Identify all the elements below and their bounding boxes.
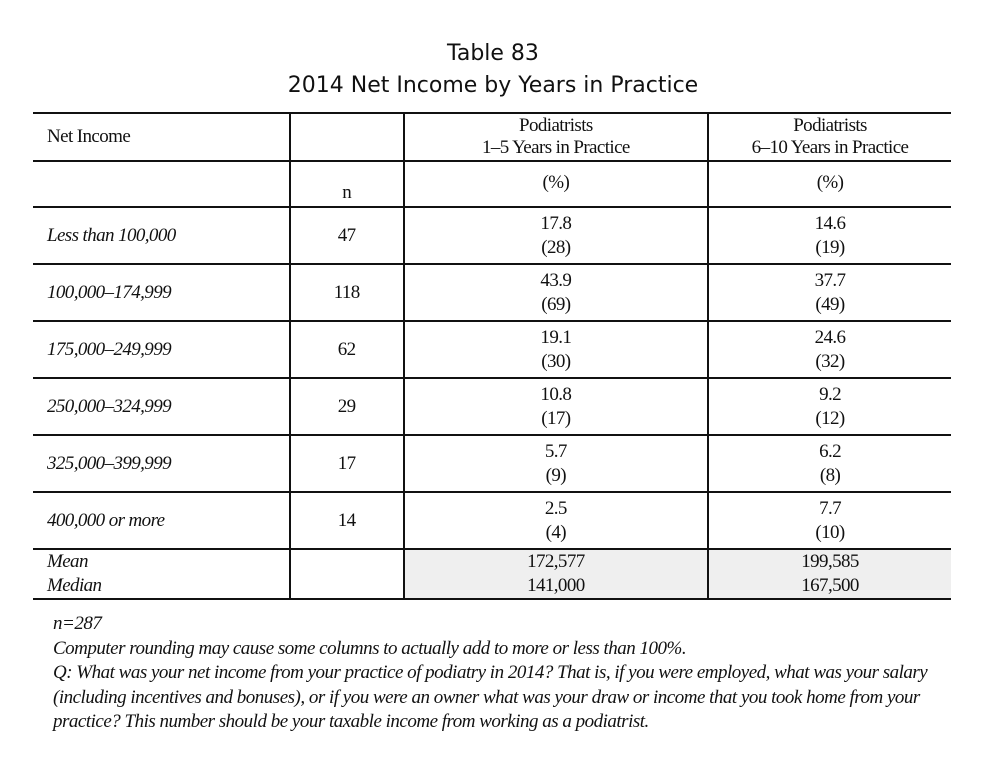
sample-size-note: n=287 [53,613,102,634]
group1-count: (28) [541,236,571,258]
group2-median: 167,500 [801,575,859,596]
net-income-table [33,112,951,600]
group1-cell [404,435,708,492]
income-range-label: 325,000–399,999 [33,435,290,492]
group2-cell [708,435,951,492]
income-range-label: 250,000–324,999 [33,378,290,435]
table-footnotes [53,612,953,735]
summary-labels [33,549,290,599]
mean-label: Mean [47,551,88,572]
subheader-n: n [290,161,404,207]
table-row [33,321,951,378]
group1-mean: 172,577 [527,551,585,572]
group1-median: 141,000 [527,575,585,596]
subheader-row [33,161,951,207]
group2-count: (12) [815,407,845,429]
group2-mean: 199,585 [801,551,859,572]
row-n: 29 [290,378,404,435]
row-n: 47 [290,207,404,264]
row-n: 62 [290,321,404,378]
header-net-income: Net Income [33,113,290,161]
table-number: Table 83 [447,41,539,66]
group2-count: (19) [815,236,845,258]
summary-n-blank [290,549,404,599]
summary-row [33,549,951,599]
income-range-label: 175,000–249,999 [33,321,290,378]
group1-count: (17) [541,407,571,429]
header-n-blank [290,113,404,161]
subheader-pct-group1: (%) [404,161,708,207]
group1-count: (9) [545,464,567,486]
header-group2-line1: Podiatrists [793,115,867,136]
table-title: 2014 Net Income by Years in Practice [287,73,699,98]
group2-cell [708,492,951,549]
table-row [33,378,951,435]
group2-pct: 24.6 [814,326,846,348]
table-row [33,207,951,264]
median-label: Median [47,575,102,596]
header-group1-line2: 1–5 Years in Practice [481,137,630,158]
group1-pct: 19.1 [540,326,572,348]
group1-cell [404,264,708,321]
header-group-1-5-years [404,113,708,161]
group2-pct: 14.6 [814,212,846,234]
group1-pct: 17.8 [540,212,572,234]
group2-pct: 7.7 [819,497,842,519]
header-row [33,113,951,161]
group1-pct: 10.8 [540,383,572,405]
group1-pct: 2.5 [544,497,567,519]
rounding-note: Computer rounding may cause some columns to actually add to more or less than 100%. [53,637,687,659]
group2-count: (10) [815,521,845,543]
table-row [33,492,951,549]
group2-cell [708,321,951,378]
header-group-6-10-years [708,113,951,161]
group2-cell [708,378,951,435]
group1-cell [404,321,708,378]
header-group2-line2: 6–10 Years in Practice [751,137,909,158]
group2-summary [708,549,951,599]
group2-pct: 9.2 [819,383,842,405]
income-range-label: 100,000–174,999 [33,264,290,321]
group2-count: (49) [815,293,845,315]
group1-cell [404,378,708,435]
group1-pct: 43.9 [540,269,572,291]
group2-count: (32) [815,350,845,372]
row-n: 17 [290,435,404,492]
header-group1-line1: Podiatrists [519,115,593,136]
group2-cell [708,264,951,321]
row-n: 14 [290,492,404,549]
group1-cell [404,207,708,264]
subheader-blank [33,161,290,207]
group1-count: (69) [541,293,571,315]
income-range-label: Less than 100,000 [33,207,290,264]
group1-count: (30) [541,350,571,372]
row-n: 118 [290,264,404,321]
group2-cell [708,207,951,264]
group1-pct: 5.7 [544,440,567,462]
group1-cell [404,492,708,549]
subheader-pct-group2: (%) [708,161,951,207]
income-range-label: 400,000 or more [33,492,290,549]
group2-count: (8) [819,464,841,486]
table-row [33,435,951,492]
survey-question: Q: What was your net income from your practice of podiatry in 2014? That is, if you were employed, what was your salary (including incentives and bonuses), or if you were an owner what was your draw or income that you took home from your practice? This number should be your taxable income from working as a podiatrist. [53,662,928,733]
group2-pct: 6.2 [819,440,842,462]
group1-summary [404,549,708,599]
group1-count: (4) [545,521,567,543]
table-row [33,264,951,321]
group2-pct: 37.7 [814,269,846,291]
